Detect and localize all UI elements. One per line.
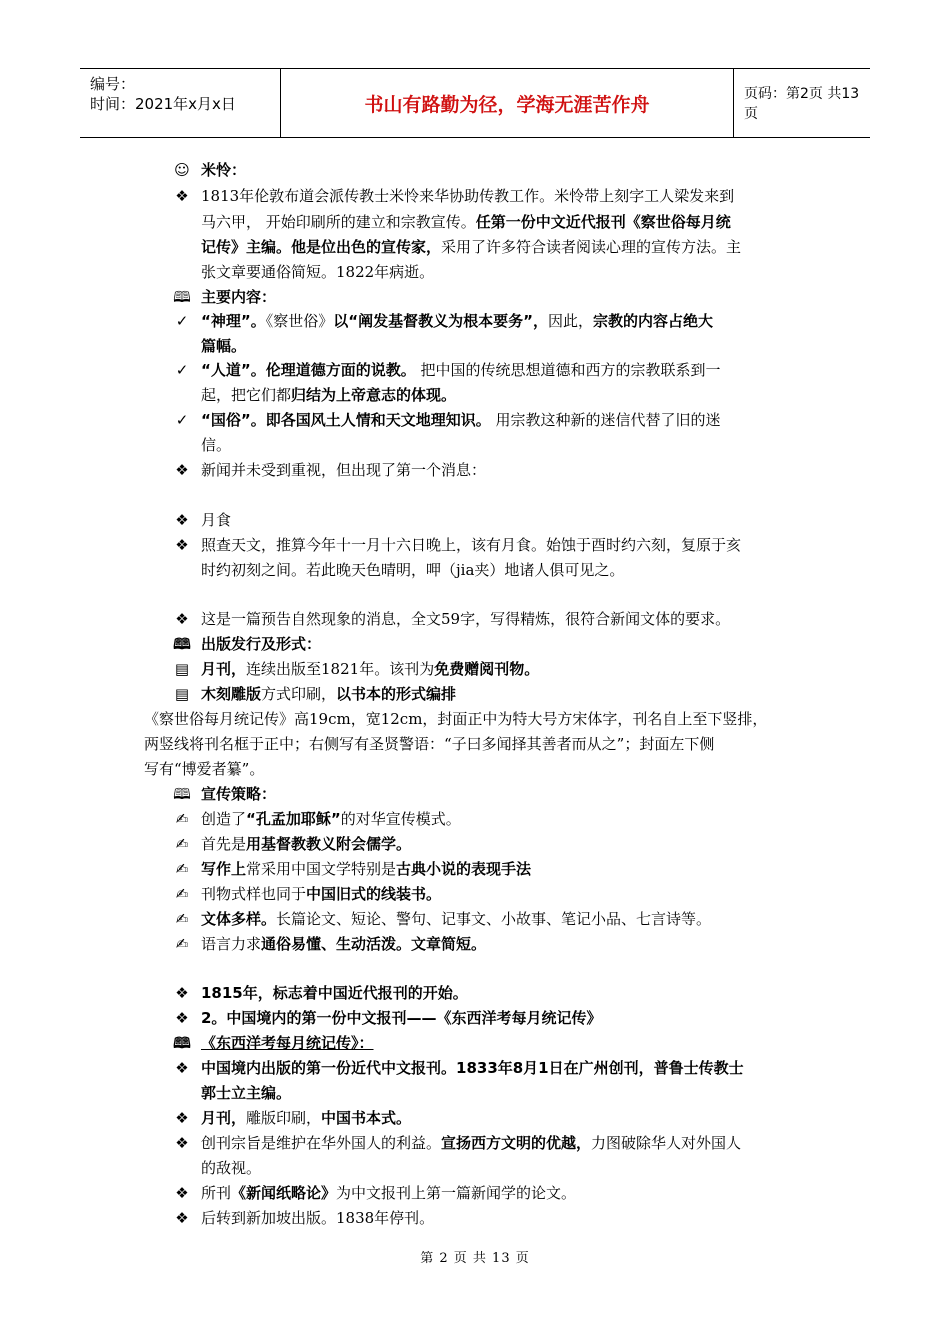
section-heading: 2。中国境内的第一份中文报刊——《东西洋考每月统记传》	[201, 1009, 602, 1027]
paragraph-line: 后转到新加坡出版。1838年停刊。	[201, 1209, 435, 1227]
paragraph-line: 月刊，连续出版至1821年。该刊为免费赠阅刊物。	[201, 660, 540, 678]
pen-icon: ✍	[175, 935, 189, 953]
paragraph-line: 1813年伦敦布道会派传教士米怜来华协助传教工作。米怜带上刻字工人梁发来到	[201, 187, 735, 205]
pen-icon: ✍	[175, 910, 189, 928]
paragraph-line: 的敌视。	[201, 1159, 262, 1177]
check-icon: ✓	[175, 312, 189, 330]
book-icon: 🕮	[173, 635, 191, 653]
paragraph-line: 时约初刻之间。若此晚天色晴明，呷（jia夹）地诸人俱可见之。	[201, 561, 625, 579]
diamond-bullet-icon: ❖	[175, 187, 189, 205]
smiley-icon: ☺	[174, 161, 190, 179]
paragraph-line: 这是一篇预告自然现象的消息，全文59字，写得精炼，很符合新闻文体的要求。	[201, 610, 731, 628]
paragraph-line: 郭士立主编。	[201, 1084, 292, 1102]
paragraph-line: 月刊，雕版印刷，中国书本式。	[201, 1109, 412, 1127]
paragraph-line: 木刻雕版方式印刷，以书本的形式编排	[201, 685, 457, 703]
diamond-bullet-icon: ❖	[175, 984, 189, 1002]
paragraph-line: 起，把它们都归结为上帝意志的体现。	[201, 386, 457, 404]
paragraph-line: 创造了“孔孟加耶稣”的对华宣传模式。	[201, 810, 461, 828]
note-icon: ▤	[174, 660, 190, 678]
paragraph-line: 中国境内出版的第一份近代中文报刊。1833年8月1日在广州创刊，普鲁士传教士	[201, 1059, 744, 1077]
paragraph-line: 篇幅。	[201, 337, 247, 355]
paragraph-line: 创刊宗旨是维护在华外国人的利益。宣扬西方文明的优越，力图破除华人对外国人	[201, 1134, 742, 1152]
diamond-bullet-icon: ❖	[175, 536, 189, 554]
diamond-bullet-icon: ❖	[175, 1009, 189, 1027]
book-icon: 🕮	[173, 288, 191, 306]
paragraph-line: 所刊《新闻纸略论》为中文报刊上第一篇新闻学的论文。	[201, 1184, 577, 1202]
pen-icon: ✍	[175, 885, 189, 903]
paragraph-line: 写有“博爱者纂”。	[144, 760, 265, 778]
section-heading: 《东西洋考每月统记传》：	[201, 1034, 374, 1052]
paragraph-line: 1815年，标志着中国近代报刊的开始。	[201, 984, 468, 1002]
book-icon: 🕮	[173, 785, 191, 803]
paragraph-line: “国俗”。即各国风土人情和天文地理知识。 用宗教这种新的迷信代替了旧的迷	[201, 411, 721, 429]
diamond-bullet-icon: ❖	[175, 461, 189, 479]
diamond-bullet-icon: ❖	[175, 511, 189, 529]
header-motto: 书山有路勤为径，学海无涯苦作舟	[281, 69, 734, 137]
paragraph-line: 新闻并未受到重视，但出现了第一个消息：	[201, 461, 487, 479]
paragraph-line: 两竖线将刊名框于正中；右侧写有圣贤警语：“子曰多闻择其善者而从之”；封面左下侧	[144, 735, 715, 753]
paragraph-line: 记传》主编。他是位出色的宣传家，采用了许多符合读者阅读心理的宣传方法。主	[201, 238, 742, 256]
time-label: 时间：2021年x月x日	[90, 95, 236, 113]
paragraph-line: 首先是用基督教教义附会儒学。	[201, 835, 412, 853]
check-icon: ✓	[175, 361, 189, 379]
paragraph-line: 照查天文，推算今年十一月十六日晚上，该有月食。始蚀于酉时约六刻，复原于亥	[201, 536, 742, 554]
pen-icon: ✍	[175, 835, 189, 853]
section-heading: 出版发行及形式：	[201, 635, 322, 653]
paragraph-line: 张文章要通俗简短。1822年病逝。	[201, 263, 435, 281]
paragraph-line: 信。	[201, 436, 232, 454]
diamond-bullet-icon: ❖	[175, 1109, 189, 1127]
pen-icon: ✍	[175, 860, 189, 878]
diamond-bullet-icon: ❖	[175, 610, 189, 628]
check-icon: ✓	[175, 411, 189, 429]
diamond-bullet-icon: ❖	[175, 1209, 189, 1227]
number-label: 编号：	[90, 75, 136, 93]
section-heading: 主要内容：	[201, 288, 277, 306]
section-heading: 米怜：	[201, 161, 247, 179]
page-footer: 第 2 页 共 13 页	[420, 1251, 530, 1266]
paragraph-line: “人道”。伦理道德方面的说教。 把中国的传统思想道德和西方的宗教联系到一	[201, 361, 721, 379]
paragraph-line: “神理”。《察世俗》以“阐发基督教义为根本要务”，因此，宗教的内容占绝大	[201, 312, 713, 330]
diamond-bullet-icon: ❖	[175, 1059, 189, 1077]
paragraph-line: 月食	[201, 511, 232, 529]
paragraph-line: 刊物式样也同于中国旧式的线装书。	[201, 885, 442, 903]
book-icon: 🕮	[173, 1034, 191, 1052]
paragraph-line: 语言力求通俗易懂、生动活泼。文章简短。	[201, 935, 487, 953]
paragraph-line: 写作上常采用中国文学特别是古典小说的表现手法	[201, 860, 532, 878]
section-heading: 宣传策略：	[201, 785, 277, 803]
header-page-label: 页码：第2页 共13页	[744, 86, 860, 122]
diamond-bullet-icon: ❖	[175, 1184, 189, 1202]
paragraph-line: 马六甲， 开始印刷所的建立和宗教宣传。任第一份中文近代报刊《察世俗每月统	[201, 213, 731, 231]
pen-icon: ✍	[175, 810, 189, 828]
paragraph-line: 文体多样。长篇论文、短论、警句、记事文、小故事、笔记小品、七言诗等。	[201, 910, 712, 928]
note-icon: ▤	[174, 685, 190, 703]
diamond-bullet-icon: ❖	[175, 1134, 189, 1152]
paragraph-line: 《察世俗每月统记传》高19cm，宽12cm，封面正中为特大号方宋体字，刊名自上至下竖排，	[144, 710, 768, 728]
